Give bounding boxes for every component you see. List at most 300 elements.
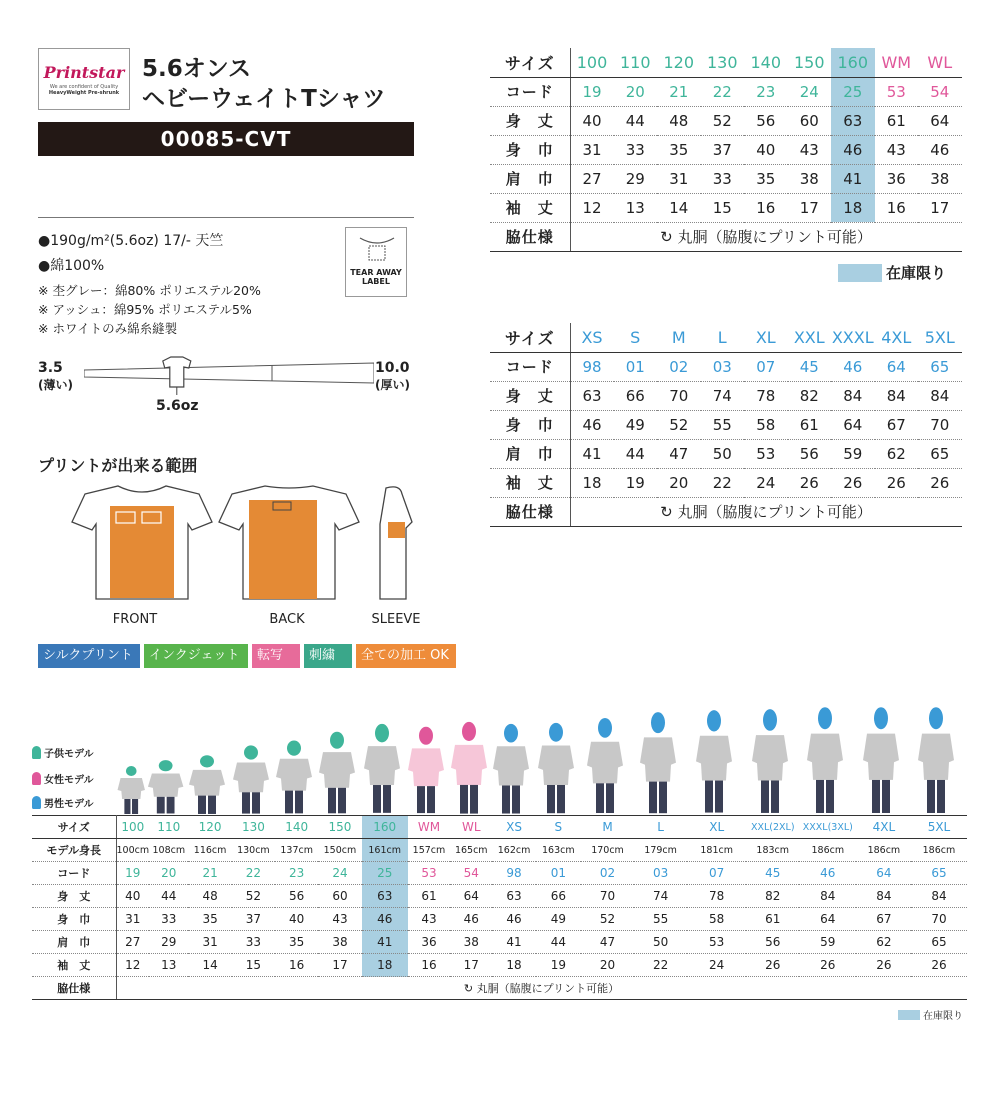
bottom-cell-shoulder: 62 (856, 931, 911, 954)
bottom-cell-width: 43 (318, 908, 361, 931)
cell-width: 43 (875, 135, 919, 164)
bottom-cell-size: XL (687, 816, 746, 839)
cell-sleeve: 14 (657, 193, 701, 222)
bottom-cell-code: 02 (581, 862, 634, 885)
bottom-cell-code: 01 (536, 862, 581, 885)
bottom-cell-height: 186cm (799, 839, 856, 862)
cell-length: 74 (701, 381, 745, 410)
note-white: ※ ホワイトのみ綿糸縫製 (38, 321, 178, 336)
bottom-row-width (32, 908, 967, 931)
bottom-cell-length: 56 (275, 885, 318, 908)
cell-length: 63 (570, 381, 614, 410)
method-badge: インクジェット (144, 644, 248, 668)
cell-length: 40 (570, 106, 614, 135)
cell-width: 46 (918, 135, 962, 164)
bottom-cell-length: 70 (581, 885, 634, 908)
row-label: サイズ (32, 816, 116, 839)
bottom-cell-sleeve: 18 (362, 954, 408, 977)
bottom-cell-height: 100cm (116, 839, 149, 862)
cell-length: 70 (657, 381, 701, 410)
bottom-cell-size: 4XL (856, 816, 911, 839)
bottom-cell-shoulder: 29 (149, 931, 188, 954)
cell-sleeve: 26 (875, 468, 919, 497)
cell-code: 20 (614, 77, 658, 106)
row-label: 身 丈 (490, 381, 570, 410)
bottom-cell-height: 162cm (492, 839, 535, 862)
model-figure (797, 705, 854, 815)
side-spec: 丸胴（脇腹にプリント可能） (677, 228, 872, 246)
bottom-cell-shoulder: 50 (634, 931, 687, 954)
bottom-cell-sleeve: 26 (799, 954, 856, 977)
bottom-cell-code: 46 (799, 862, 856, 885)
print-area-title: プリントが出来る範囲 (38, 456, 198, 475)
bottom-cell-size: 160 (362, 816, 408, 839)
bottom-cell-width: 61 (746, 908, 799, 931)
cell-shoulder: 35 (744, 164, 788, 193)
cell-size: 130 (701, 48, 745, 77)
bottom-cell-code: 20 (149, 862, 188, 885)
cell-size: M (657, 323, 701, 352)
bottom-cell-code: 64 (856, 862, 911, 885)
side-spec-cell (570, 497, 962, 526)
bottom-cell-code: 07 (687, 862, 746, 885)
row-label: 脇仕様 (32, 977, 116, 1000)
cell-length: 48 (657, 106, 701, 135)
cell-code: 53 (875, 77, 919, 106)
bottom-row-sleeve (32, 954, 967, 977)
cell-code: 03 (701, 352, 745, 381)
cell-size: 4XL (875, 323, 919, 352)
in-stock-label-bottom: 在庫限り (923, 1011, 963, 1022)
row-length (490, 381, 962, 410)
print-area-diagrams (60, 484, 420, 609)
row-label: 肩 巾 (490, 164, 570, 193)
cell-length: 63 (831, 106, 875, 135)
bottom-cell-sleeve: 24 (687, 954, 746, 977)
cell-size: 140 (744, 48, 788, 77)
in-stock-swatch (838, 264, 882, 282)
row-label: 袖 丈 (490, 193, 570, 222)
cell-size: WL (918, 48, 962, 77)
cell-sleeve: 22 (701, 468, 745, 497)
thickness-gauge (84, 355, 374, 395)
row-size (490, 323, 962, 352)
cell-code: 65 (918, 352, 962, 381)
bottom-cell-code: 19 (116, 862, 149, 885)
cell-size: S (614, 323, 658, 352)
cell-code: 25 (831, 77, 875, 106)
row-label: 身 丈 (490, 106, 570, 135)
bottom-cell-sleeve: 17 (318, 954, 361, 977)
thickness-current: 5.6oz (156, 398, 199, 414)
cell-shoulder: 41 (831, 164, 875, 193)
row-code (490, 77, 962, 106)
cell-length: 84 (918, 381, 962, 410)
row-label: サイズ (490, 48, 570, 77)
cell-width: 46 (570, 410, 614, 439)
cell-width: 46 (831, 135, 875, 164)
bottom-cell-length: 44 (149, 885, 188, 908)
spec-material: ●綿100% (38, 258, 105, 274)
in-stock-legend-bottom (898, 1007, 963, 1022)
back-shirt-diagram (219, 486, 359, 599)
cell-width: 49 (614, 410, 658, 439)
cell-width: 55 (701, 410, 745, 439)
bottom-cell-height: 170cm (581, 839, 634, 862)
model-figure (272, 705, 315, 815)
cell-code: 24 (788, 77, 832, 106)
model-figures (116, 705, 964, 815)
cell-width: 43 (788, 135, 832, 164)
bottom-row-shoulder (32, 931, 967, 954)
bottom-cell-code: 24 (318, 862, 361, 885)
cell-code: 23 (744, 77, 788, 106)
cell-sleeve: 26 (918, 468, 962, 497)
cell-shoulder: 36 (875, 164, 919, 193)
bottom-cell-height: 179cm (634, 839, 687, 862)
cell-code: 45 (788, 352, 832, 381)
bottom-cell-length: 63 (492, 885, 535, 908)
cell-shoulder: 31 (657, 164, 701, 193)
model-figure (533, 705, 578, 815)
bottom-cell-size: M (581, 816, 634, 839)
bottom-cell-length: 48 (188, 885, 231, 908)
spec-fabric: ●190g/m²(5.6oz) 17/- 天竺 (38, 233, 224, 249)
cell-size: 150 (788, 48, 832, 77)
cell-size: XS (570, 323, 614, 352)
row-width (490, 135, 962, 164)
product-code: 00085-CVT (38, 122, 414, 156)
cell-length: 66 (614, 381, 658, 410)
bottom-cell-width: 52 (581, 908, 634, 931)
cell-width: 40 (744, 135, 788, 164)
legend-men-label: 男性モデル (44, 799, 94, 810)
model-figure (854, 705, 909, 815)
cell-length: 64 (918, 106, 962, 135)
bottom-cell-length: 66 (536, 885, 581, 908)
row-label: 身 巾 (32, 908, 116, 931)
cell-sleeve: 13 (614, 193, 658, 222)
bottom-cell-code: 03 (634, 862, 687, 885)
bottom-cell-sleeve: 19 (536, 954, 581, 977)
bottom-cell-sleeve: 17 (450, 954, 492, 977)
bottom-cell-sleeve: 26 (911, 954, 966, 977)
thickness-max-value: 10.0 (375, 360, 410, 376)
cell-length: 60 (788, 106, 832, 135)
cell-sleeve: 18 (570, 468, 614, 497)
cell-shoulder: 56 (788, 439, 832, 468)
method-badge: 全ての加工 OK (356, 644, 456, 668)
row-shoulder (490, 164, 962, 193)
legend-women (32, 771, 94, 786)
divider (38, 217, 414, 218)
bottom-cell-sleeve: 12 (116, 954, 149, 977)
bottom-cell-length: 84 (856, 885, 911, 908)
bottom-row-size (32, 816, 967, 839)
bottom-cell-shoulder: 59 (799, 931, 856, 954)
cell-shoulder: 29 (614, 164, 658, 193)
cell-code: 46 (831, 352, 875, 381)
cell-size: 110 (614, 48, 658, 77)
cell-sleeve: 18 (831, 193, 875, 222)
bottom-cell-code: 23 (275, 862, 318, 885)
row-label: 袖 丈 (490, 468, 570, 497)
row-label: 袖 丈 (32, 954, 116, 977)
cell-code: 64 (875, 352, 919, 381)
cell-shoulder: 27 (570, 164, 614, 193)
front-label: FRONT (112, 612, 158, 627)
bottom-cell-width: 64 (799, 908, 856, 931)
bottom-cell-sleeve: 13 (149, 954, 188, 977)
model-figure (631, 705, 684, 815)
bottom-cell-width: 35 (188, 908, 231, 931)
bottom-cell-height: 116cm (188, 839, 231, 862)
bottom-cell-height: 161cm (362, 839, 408, 862)
cell-length: 56 (744, 106, 788, 135)
cell-sleeve: 16 (875, 193, 919, 222)
cell-sleeve: 26 (788, 468, 832, 497)
bottom-cell-width: 31 (116, 908, 149, 931)
bottom-cell-width: 67 (856, 908, 911, 931)
row-side (490, 222, 962, 251)
model-figure (229, 705, 272, 815)
bottom-cell-length: 60 (318, 885, 361, 908)
row-label: 肩 巾 (32, 931, 116, 954)
row-size (490, 48, 962, 77)
cell-shoulder: 47 (657, 439, 701, 468)
product-title-line2: ヘビーウェイトTシャツ (142, 86, 386, 112)
cell-size: 120 (657, 48, 701, 77)
cell-code: 02 (657, 352, 701, 381)
cell-shoulder: 62 (875, 439, 919, 468)
bottom-cell-length: 74 (634, 885, 687, 908)
cell-width: 35 (657, 135, 701, 164)
bottom-cell-length: 84 (911, 885, 966, 908)
back-print-area (249, 500, 317, 599)
bottom-cell-code: 22 (232, 862, 275, 885)
bottom-cell-code: 45 (746, 862, 799, 885)
bottom-cell-width: 46 (362, 908, 408, 931)
cell-code: 19 (570, 77, 614, 106)
bottom-cell-sleeve: 15 (232, 954, 275, 977)
cell-length: 82 (788, 381, 832, 410)
bottom-cell-height: 108cm (149, 839, 188, 862)
bottom-cell-length: 64 (450, 885, 492, 908)
bottom-cell-sleeve: 16 (408, 954, 450, 977)
model-figure (490, 705, 533, 815)
row-side (490, 497, 962, 526)
cell-size: L (701, 323, 745, 352)
row-code (490, 352, 962, 381)
bottom-cell-shoulder: 27 (116, 931, 149, 954)
cell-sleeve: 12 (570, 193, 614, 222)
bottom-cell-code: 53 (408, 862, 450, 885)
bottom-cell-height: 186cm (911, 839, 966, 862)
legend-kids-label: 子供モデル (44, 749, 94, 760)
legend-men (32, 795, 94, 810)
cell-size: XXL (788, 323, 832, 352)
row-label: モデル身長 (32, 839, 116, 862)
cell-sleeve: 26 (831, 468, 875, 497)
bottom-cell-length: 82 (746, 885, 799, 908)
bottom-cell-sleeve: 26 (746, 954, 799, 977)
row-label: 脇仕様 (490, 222, 570, 251)
bottom-cell-height: 157cm (408, 839, 450, 862)
brand-logo (38, 48, 130, 110)
cell-size: 5XL (918, 323, 962, 352)
bottom-cell-shoulder: 35 (275, 931, 318, 954)
bottom-cell-width: 58 (687, 908, 746, 931)
row-length (490, 106, 962, 135)
bottom-cell-shoulder: 41 (492, 931, 535, 954)
bottom-cell-code: 25 (362, 862, 408, 885)
bottom-cell-width: 33 (149, 908, 188, 931)
cell-sleeve: 20 (657, 468, 701, 497)
neck-label-icon (358, 234, 396, 264)
bottom-cell-shoulder: 44 (536, 931, 581, 954)
bottom-cell-height: 165cm (450, 839, 492, 862)
print-method-badges (38, 644, 456, 668)
bottom-cell-sleeve: 14 (188, 954, 231, 977)
bottom-cell-code: 65 (911, 862, 966, 885)
cell-shoulder: 50 (701, 439, 745, 468)
bottom-cell-shoulder: 38 (450, 931, 492, 954)
logo-brand: Printstar (43, 62, 125, 82)
sleeve-label: SLEEVE (371, 612, 421, 627)
cell-width: 64 (831, 410, 875, 439)
bottom-cell-shoulder: 38 (318, 931, 361, 954)
cell-shoulder: 41 (570, 439, 614, 468)
bottom-cell-size: WM (408, 816, 450, 839)
bottom-cell-shoulder: 33 (232, 931, 275, 954)
cell-length: 52 (701, 106, 745, 135)
cell-sleeve: 16 (744, 193, 788, 222)
row-shoulder (490, 439, 962, 468)
cell-length: 61 (875, 106, 919, 135)
logo-sub: HeavyWeight Pre-shrunk (48, 89, 120, 96)
bottom-cell-size: L (634, 816, 687, 839)
cell-code: 98 (570, 352, 614, 381)
bottom-cell-code: 98 (492, 862, 535, 885)
bottom-cell-size: 130 (232, 816, 275, 839)
size-table-adult (490, 323, 962, 527)
bottom-cell-width: 40 (275, 908, 318, 931)
model-figure (909, 705, 964, 815)
bottom-cell-length: 52 (232, 885, 275, 908)
method-badge: 刺繍 (304, 644, 352, 668)
cell-width: 31 (570, 135, 614, 164)
back-label: BACK (269, 612, 305, 627)
cell-code: 07 (744, 352, 788, 381)
cell-width: 67 (875, 410, 919, 439)
model-figure (359, 705, 405, 815)
row-label: 脇仕様 (490, 497, 570, 526)
label-line2: LABEL (362, 277, 390, 286)
note-ash: ※ アッシュ：綿95% ポリエステル5% (38, 302, 252, 317)
bottom-cell-size: WL (450, 816, 492, 839)
row-width (490, 410, 962, 439)
cell-code: 54 (918, 77, 962, 106)
bottom-cell-width: 55 (634, 908, 687, 931)
bottom-cell-shoulder: 31 (188, 931, 231, 954)
bottom-cell-height: 150cm (318, 839, 361, 862)
cell-length: 78 (744, 381, 788, 410)
cell-width: 37 (701, 135, 745, 164)
rotate-icon: ↻ (463, 982, 477, 995)
bottom-cell-sleeve: 16 (275, 954, 318, 977)
side-spec: 丸胴（脇腹にプリント可能） (476, 982, 620, 995)
bottom-cell-size: XXXL(3XL) (799, 816, 856, 839)
model-figure (447, 705, 489, 815)
bottom-cell-width: 46 (450, 908, 492, 931)
bottom-row-code (32, 862, 967, 885)
bottom-row-height (32, 839, 967, 862)
bottom-cell-length: 84 (799, 885, 856, 908)
bottom-row-length (32, 885, 967, 908)
method-badge: 転写 (252, 644, 300, 668)
bottom-cell-height: 183cm (746, 839, 799, 862)
bottom-cell-width: 46 (492, 908, 535, 931)
bottom-cell-length: 78 (687, 885, 746, 908)
cell-length: 84 (831, 381, 875, 410)
row-label: コード (32, 862, 116, 885)
thickness-max-label: (厚い) (375, 378, 410, 392)
bottom-cell-height: 130cm (232, 839, 275, 862)
cell-shoulder: 65 (918, 439, 962, 468)
side-spec-cell (570, 222, 962, 251)
cell-size: XL (744, 323, 788, 352)
in-stock-label: 在庫限り (886, 264, 947, 282)
tear-away-label-box (345, 227, 407, 297)
in-stock-swatch-bottom (898, 1010, 920, 1020)
legend-kids (32, 745, 94, 760)
cell-sleeve: 17 (788, 193, 832, 222)
bottom-cell-height: 181cm (687, 839, 746, 862)
cell-shoulder: 38 (788, 164, 832, 193)
bottom-cell-sleeve: 22 (634, 954, 687, 977)
bottom-cell-size: 110 (149, 816, 188, 839)
bottom-cell-size: XS (492, 816, 535, 839)
row-label: コード (490, 352, 570, 381)
cell-shoulder: 33 (701, 164, 745, 193)
cell-width: 33 (614, 135, 658, 164)
row-label: 身 巾 (490, 410, 570, 439)
row-sleeve (490, 193, 962, 222)
bottom-cell-size: 100 (116, 816, 149, 839)
cell-sleeve: 17 (918, 193, 962, 222)
bottom-cell-sleeve: 20 (581, 954, 634, 977)
note-heather: ※ 杢グレー：綿80% ポリエステル20% (38, 283, 261, 298)
cell-width: 61 (788, 410, 832, 439)
model-figure (685, 705, 744, 815)
product-title-line1: 5.6オンス (142, 56, 252, 82)
row-label: コード (490, 77, 570, 106)
bottom-cell-shoulder: 47 (581, 931, 634, 954)
cell-sleeve: 24 (744, 468, 788, 497)
method-badge: シルクプリント (38, 644, 140, 668)
bottom-cell-size: XXL(2XL) (746, 816, 799, 839)
bottom-cell-size: 140 (275, 816, 318, 839)
bottom-cell-shoulder: 36 (408, 931, 450, 954)
cell-code: 22 (701, 77, 745, 106)
cell-width: 58 (744, 410, 788, 439)
bottom-cell-length: 63 (362, 885, 408, 908)
bottom-cell-width: 70 (911, 908, 966, 931)
model-figure (186, 705, 229, 815)
row-label: 身 巾 (490, 135, 570, 164)
bottom-cell-width: 49 (536, 908, 581, 931)
row-label: サイズ (490, 323, 570, 352)
